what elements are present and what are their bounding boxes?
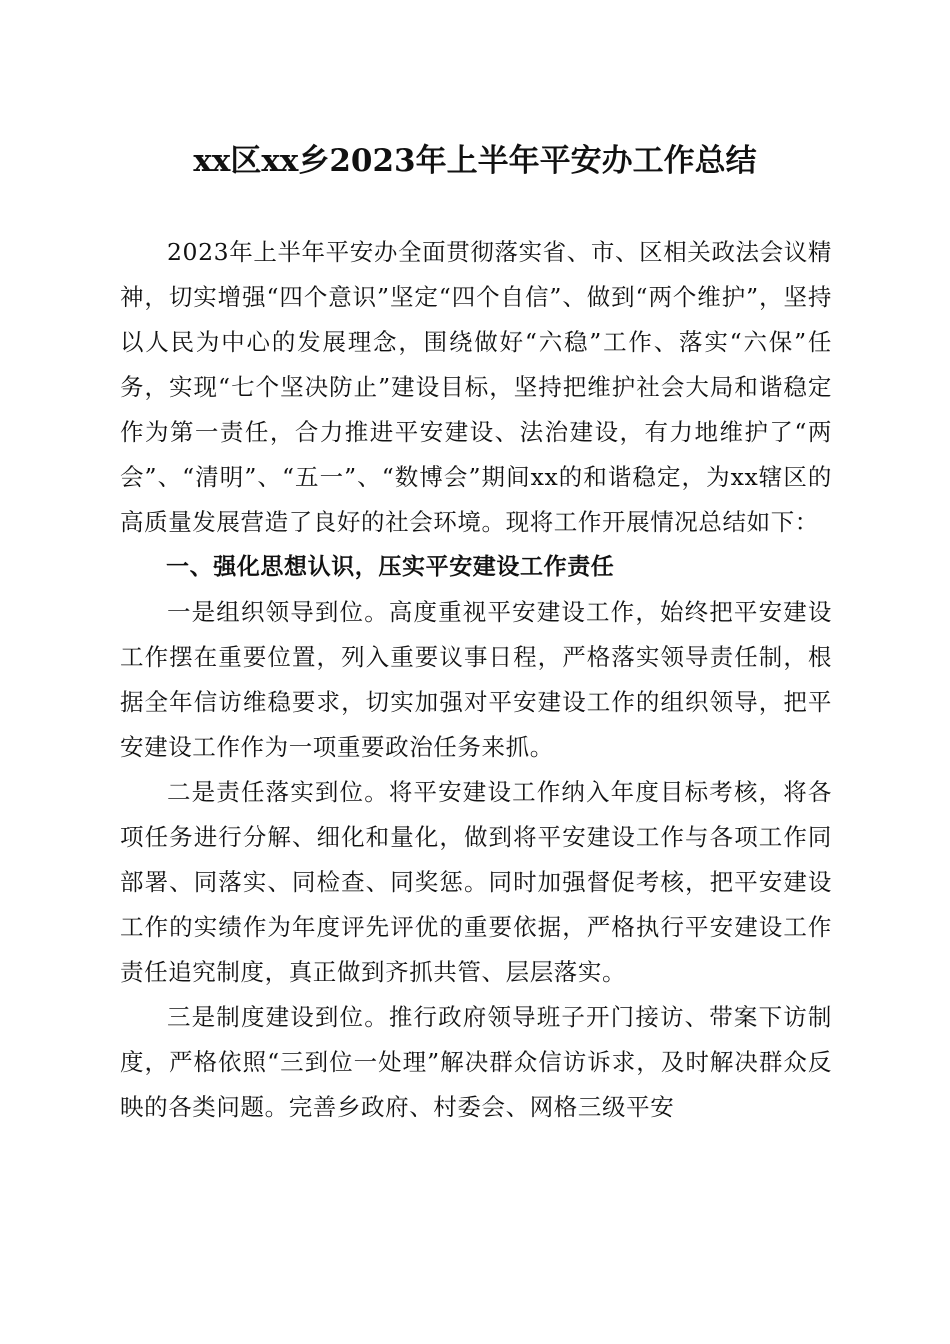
item-text: 推行政府领导班子开门接访、带案下访制度，严格依照“三到位一处理”解决群众信访诉求，及时解决群众反映的各类问题。完善乡政府、村委会、网格三级平安 (120, 1003, 832, 1121)
section-heading: 一、强化思想认识，压实平安建设工作责任 (166, 554, 615, 580)
item-lead: 三是制度建设到位。 (167, 1003, 389, 1031)
item-text: 高度重视平安建设工作，始终把平安建设工作摆在重要位置，列入重要议事日程，严格落实领导责任制，根据全年信访维稳要求，切实加强对平安建设工作的组织领导，把平安建设工作作为一项重要政治任务来抓。 (120, 598, 832, 761)
item-lead: 二是责任落实到位。 (167, 778, 389, 806)
item-text: 将平安建设工作纳入年度目标考核，将各项任务进行分解、细化和量化，做到将平安建设工作与各项工作同部署、同落实、同检查、同奖惩。同时加强督促考核，把平安建设工作的实绩作为年度评先评优的重要依据，严格执行平安建设工作责任追究制度，真正做到齐抓共管、层层落实。 (120, 778, 832, 986)
item-lead: 一是组织领导到位。 (167, 598, 389, 626)
document-title: xx区xx乡2023年上半年平安办工作总结 (193, 143, 757, 179)
paragraph-item-2 (120, 770, 832, 995)
document-body (120, 230, 832, 1130)
paragraph-item-3 (120, 995, 832, 1130)
intro-paragraph: 2023年上半年平安办全面贯彻落实省、市、区相关政法会议精神，切实增强“四个意识”坚定“四个自信”、做到“两个维护”，坚持以人民为中心的发展理念，围绕做好“六稳”工作、落实“六保”任务，实现“七个坚决防止”建设目标，坚持把维护社会大局和谐稳定作为第一责任，合力推进平安建设、法治建设，有力地维护了“两会”、“清明”、“五一”、“数博会”期间xx的和谐稳定，为xx辖区的高质量发展营造了良好的社会环境。现将工作开展情况总结如下： (120, 238, 832, 536)
paragraph-item-1 (120, 590, 832, 770)
